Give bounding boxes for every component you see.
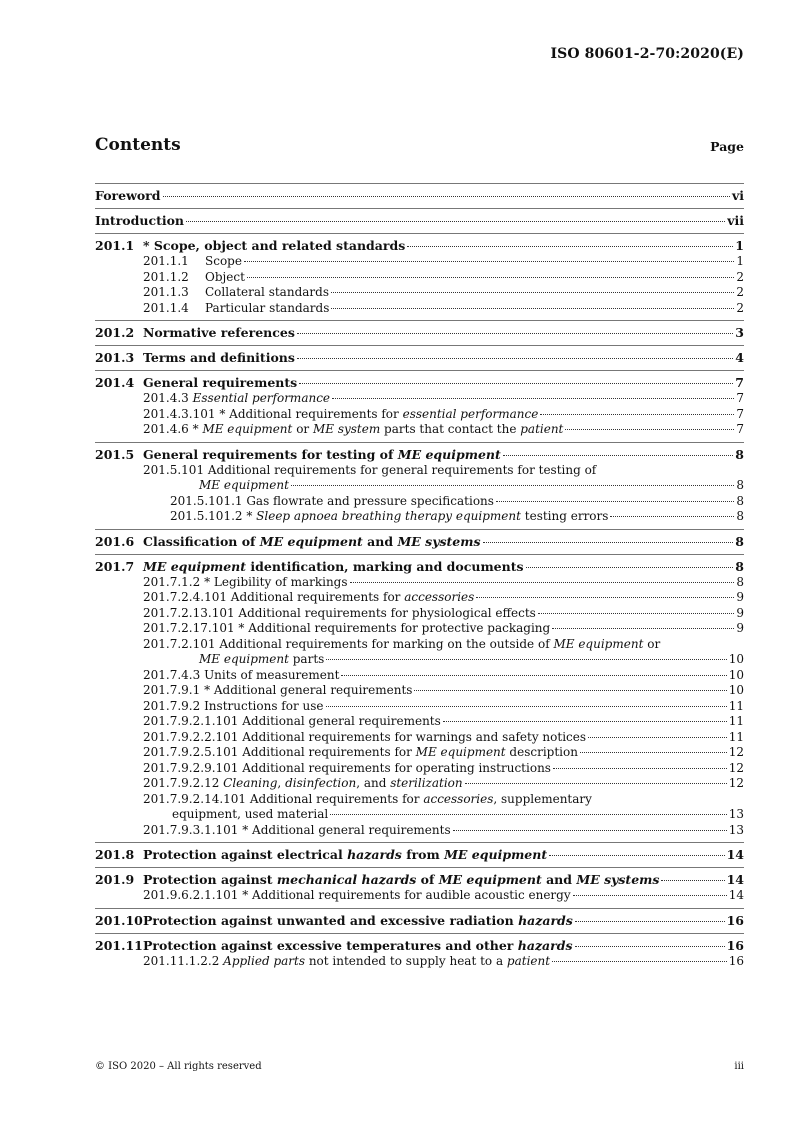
toc-entry[interactable]: 201.9 Protection against mechanical hazards of ME equipment and ME systems 14 (95, 872, 744, 887)
toc-subentry[interactable]: 201.7.9.3.1.101 * Additional general requirements 13 (143, 822, 744, 837)
toc-subentry[interactable]: 201.7.4.3 Units of measurement 10 (143, 667, 744, 682)
toc-section-201-8 (95, 843, 744, 868)
toc-entry[interactable]: 201.4 General requirements 7 (95, 375, 744, 390)
toc-subentry[interactable]: 201.7.9.2.5.101 Additional requirements for ME equipment description 12 (143, 745, 744, 759)
toc-section-201-1 (95, 234, 744, 321)
toc-subentry[interactable]: 201.7.9.2.2.101 Additional requirements for warnings and safety notices 11 (143, 729, 744, 744)
toc-subentry[interactable]: 201.4.6 * ME equipment or ME system parts that contact the patient 7 (143, 422, 744, 436)
toc-subentry[interactable]: ME equipment parts 10 (199, 652, 744, 666)
toc-subentry-line1[interactable]: 201.7.9.2.14.101 Additional requirements for accessories, supplementary (143, 791, 592, 806)
toc-section-201-9 (95, 868, 744, 909)
table-of-contents (95, 183, 744, 973)
toc-subentry[interactable]: 201.4.3.101 * Additional requirements for essential performance 7 (143, 406, 744, 421)
toc-entry[interactable]: 201.11 Protection against excessive temperatures and other hazards 16 (95, 937, 744, 953)
toc-entry[interactable]: 201.7 ME equipment identification, marking and documents 8 (95, 558, 744, 574)
toc-section-201-4 (95, 371, 744, 443)
toc-section-201-6 (95, 530, 744, 555)
toc-entry[interactable]: Foreword vi (95, 188, 744, 203)
toc-entry[interactable]: 201.10 Protection against unwanted and excessive radiation hazards 16 (95, 912, 744, 928)
toc-subentry[interactable]: 201.5.101.2 * Sleep apnoea breathing therapy equipment testing errors 8 (170, 509, 744, 523)
toc-subentry[interactable]: 201.9.6.2.1.101 * Additional requirements for audible acoustic energy 14 (143, 888, 744, 902)
toc-entry[interactable]: 201.8 Protection against electrical hazards from ME equipment 14 (95, 847, 744, 862)
toc-subentry[interactable]: 201.5.101.1 Gas flowrate and pressure specifications 8 (170, 493, 744, 508)
contents-title: Contents (95, 135, 181, 155)
toc-subentry[interactable]: 201.7.2.13.101 Additional requirements for physiological effects 9 (143, 605, 744, 620)
toc-subentry[interactable]: 201.7.9.2.12 Cleaning, disinfection, and sterilization 12 (143, 776, 744, 790)
toc-section-introduction (95, 209, 744, 234)
document-id: ISO 80601-2-70:2020(E) (550, 46, 744, 62)
toc-subentry[interactable]: 201.7.9.2.9.101 Additional requirements for operating instructions 12 (143, 760, 744, 775)
toc-section-201-10 (95, 909, 744, 934)
toc-subentry[interactable]: ME equipment 8 (199, 478, 744, 492)
page-number: iii (734, 1061, 744, 1072)
toc-section-201-5 (95, 443, 744, 530)
toc-section-foreword (95, 183, 744, 209)
toc-subentry[interactable]: equipment, used material 13 (172, 807, 744, 821)
toc-subentry[interactable]: 201.7.2.17.101 * Additional requirements for protective packaging 9 (143, 621, 744, 635)
toc-subentry[interactable]: 201.7.2.4.101 Additional requirements for accessories 9 (143, 590, 744, 604)
toc-subentry[interactable]: 201.7.9.1 * Additional general requirements 10 (143, 683, 744, 697)
toc-entry[interactable]: 201.5 General requirements for testing of ME equipment 8 (95, 446, 744, 462)
toc-entry[interactable]: 201.6 Classification of ME equipment and ME systems 8 (95, 533, 744, 549)
toc-section-201-11 (95, 934, 744, 974)
toc-entry[interactable]: Introduction vii (95, 213, 744, 228)
toc-subentry-line1[interactable]: 201.5.101 Additional requirements for general requirements for testing of (143, 462, 597, 477)
copyright-notice: © ISO 2020 – All rights reserved (95, 1061, 262, 1072)
toc-subentry[interactable]: 201.7.9.2.1.101 Additional general requirements 11 (143, 714, 744, 728)
toc-subentry[interactable]: 201.7.1.2 * Legibility of markings 8 (143, 574, 744, 589)
toc-entry[interactable]: 201.3 Terms and definitions 4 (95, 350, 744, 365)
toc-section-201-2 (95, 321, 744, 346)
toc-section-201-7 (95, 555, 744, 844)
toc-entry[interactable]: 201.1 * Scope, object and related standards 1 (95, 238, 744, 253)
toc-subentry[interactable]: 201.11.1.2.2 Applied parts not intended to supply heat to a patient 16 (143, 953, 744, 968)
toc-subentry-line1[interactable]: 201.7.2.101 Additional requirements for marking on the outside of ME equipment or (143, 636, 661, 651)
toc-subentry[interactable]: 201.7.9.2 Instructions for use 11 (143, 698, 744, 713)
page-column-label: Page (710, 139, 744, 154)
toc-subentry[interactable]: 201.1.1 Scope 1 (143, 254, 744, 268)
toc-subentry[interactable]: 201.1.3 Collateral standards 2 (143, 285, 744, 299)
toc-entry[interactable]: 201.2 Normative references 3 (95, 325, 744, 340)
toc-subentry[interactable]: 201.1.4 Particular standards 2 (143, 300, 744, 315)
toc-subentry[interactable]: 201.4.3 Essential performance 7 (143, 391, 744, 405)
toc-subentry[interactable]: 201.1.2 Object 2 (143, 269, 744, 284)
toc-section-201-3 (95, 346, 744, 371)
